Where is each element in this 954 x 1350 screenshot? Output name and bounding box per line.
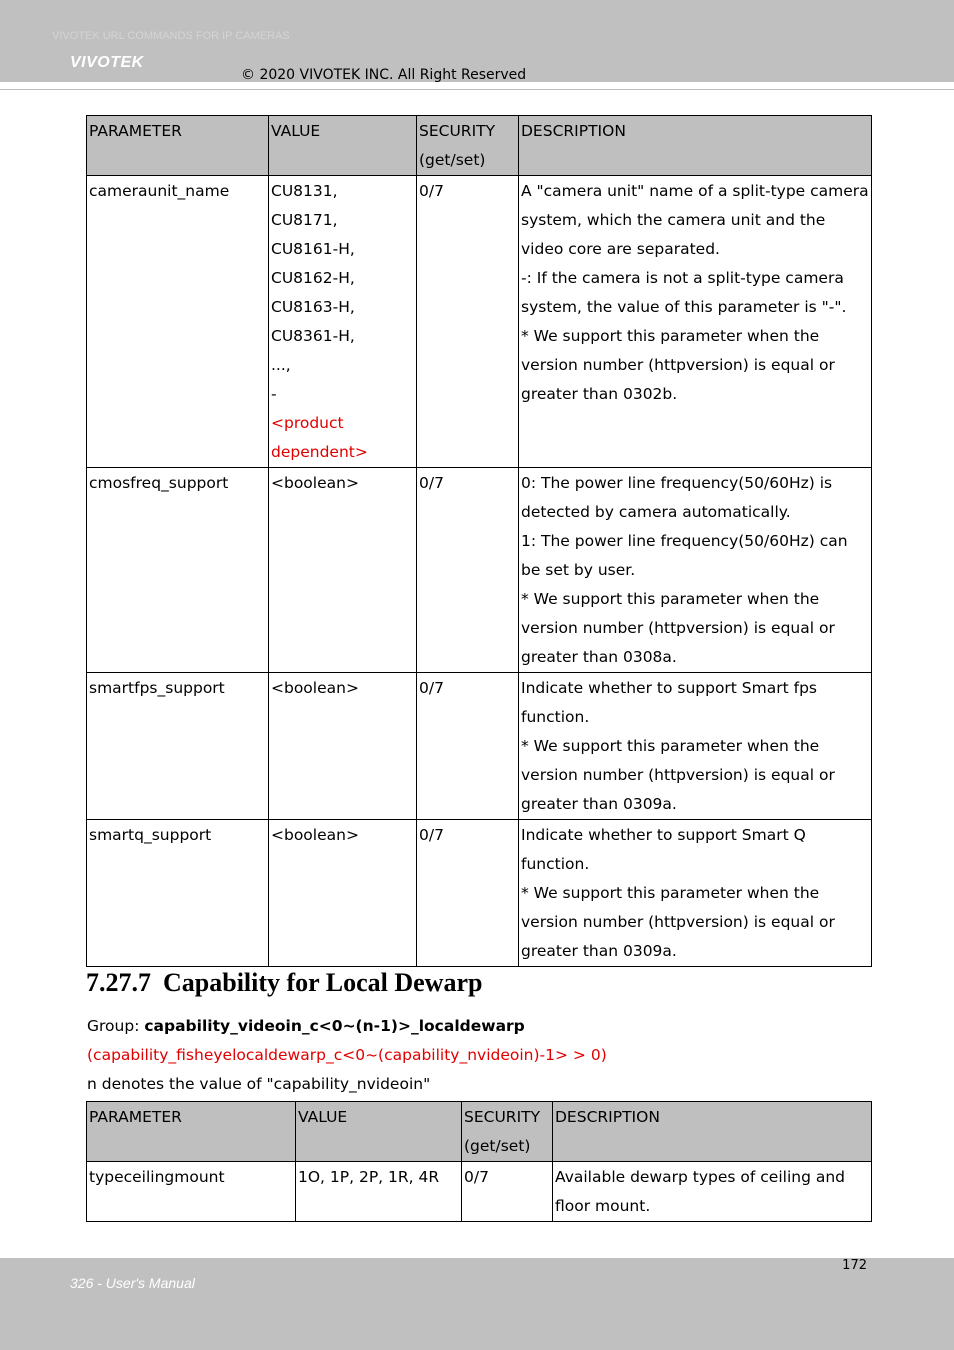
header-security: SECURITY (get/set) bbox=[417, 116, 519, 176]
description-line: version number (httpversion) is equal or bbox=[521, 619, 835, 637]
group-value: capability_videoin_c<0~(n-1)>_localdewarp bbox=[144, 1017, 525, 1035]
security-cell: 0/7 bbox=[417, 468, 519, 673]
description-line: greater than 0308a. bbox=[521, 648, 677, 666]
table-row bbox=[87, 1162, 872, 1222]
section-heading bbox=[86, 968, 482, 998]
security-cell: 0/7 bbox=[417, 176, 519, 468]
description-cell bbox=[553, 1162, 872, 1222]
table-row bbox=[87, 820, 872, 967]
description-line: version number (httpversion) is equal or bbox=[521, 356, 835, 374]
value-line: CU8161-H, bbox=[271, 240, 355, 258]
value-cell: <boolean> bbox=[269, 673, 417, 820]
value-line: CU8361-H, bbox=[271, 327, 355, 345]
description-line: * We support this parameter when the bbox=[521, 590, 820, 608]
value-cell: <boolean> bbox=[269, 820, 417, 967]
page-number: 172 bbox=[842, 1258, 867, 1273]
description-line: version number (httpversion) is equal or bbox=[521, 766, 835, 784]
table-row bbox=[87, 176, 872, 468]
value-line: CU8171, bbox=[271, 211, 338, 229]
parameter-name: cameraunit_name bbox=[87, 176, 269, 468]
description-line: Available dewarp types of ceiling and bbox=[555, 1168, 845, 1186]
description-line: function. bbox=[521, 708, 590, 726]
description-line: Indicate whether to support Smart Q bbox=[521, 826, 806, 844]
localdewarp-table bbox=[86, 1101, 872, 1222]
description-line: A "camera unit" name of a split-type camera bbox=[521, 182, 869, 200]
description-line: 1: The power line frequency(50/60Hz) can bbox=[521, 532, 848, 550]
header-parameter: PARAMETER bbox=[87, 116, 269, 176]
description-line: system, which the camera unit and the bbox=[521, 211, 826, 229]
group-line bbox=[87, 1017, 525, 1035]
header-divider bbox=[0, 89, 954, 90]
description-line: floor mount. bbox=[555, 1197, 651, 1215]
description-line: video core are separated. bbox=[521, 240, 720, 258]
table-header-row bbox=[87, 1102, 872, 1162]
description-line: version number (httpversion) is equal or bbox=[521, 913, 835, 931]
group-label: Group: bbox=[87, 1017, 145, 1035]
header-description: DESCRIPTION bbox=[519, 116, 872, 176]
table-row bbox=[87, 468, 872, 673]
value-line: CU8162-H, bbox=[271, 269, 355, 287]
header-band bbox=[0, 0, 954, 82]
description-line: * We support this parameter when the bbox=[521, 327, 820, 345]
manual-label: 326 - User's Manual bbox=[70, 1275, 195, 1291]
security-cell: 0/7 bbox=[417, 673, 519, 820]
product-dependent-note: <product bbox=[271, 414, 344, 432]
value-cell: 1O, 1P, 2P, 1R, 4R bbox=[296, 1162, 462, 1222]
header-subtitle: VIVOTEK URL COMMANDS FOR IP CAMERAS bbox=[52, 30, 290, 42]
security-cell: 0/7 bbox=[417, 820, 519, 967]
group-condition: (capability_fisheyelocaldewarp_c<0~(capability_nvideoin)-1> > 0) bbox=[87, 1046, 607, 1064]
description-line: greater than 0309a. bbox=[521, 795, 677, 813]
parameter-name: cmosfreq_support bbox=[87, 468, 269, 673]
table-header-row bbox=[87, 116, 872, 176]
description-line: function. bbox=[521, 855, 590, 873]
description-line: greater than 0302b. bbox=[521, 385, 678, 403]
value-line: - bbox=[271, 385, 277, 403]
header-security: SECURITY (get/set) bbox=[462, 1102, 553, 1162]
product-dependent-note: dependent> bbox=[271, 443, 368, 461]
parameter-table bbox=[86, 115, 872, 967]
description-line: system, the value of this parameter is "-". bbox=[521, 298, 847, 316]
description-line: * We support this parameter when the bbox=[521, 737, 820, 755]
parameter-name: smartfps_support bbox=[87, 673, 269, 820]
description-line: detected by camera automatically. bbox=[521, 503, 791, 521]
description-cell bbox=[519, 176, 872, 468]
header-value: VALUE bbox=[269, 116, 417, 176]
group-note: n denotes the value of "capability_nvideoin" bbox=[87, 1075, 431, 1093]
description-cell bbox=[519, 820, 872, 967]
footer-band bbox=[0, 1258, 954, 1350]
description-line: greater than 0309a. bbox=[521, 942, 677, 960]
header-parameter: PARAMETER bbox=[87, 1102, 296, 1162]
table-row bbox=[87, 673, 872, 820]
description-line: be set by user. bbox=[521, 561, 636, 579]
section-number: 7.27.7 bbox=[86, 968, 151, 997]
value-line: CU8163-H, bbox=[271, 298, 355, 316]
header-value: VALUE bbox=[296, 1102, 462, 1162]
value-line: CU8131, bbox=[271, 182, 338, 200]
section-title: Capability for Local Dewarp bbox=[163, 968, 483, 997]
description-line: 0: The power line frequency(50/60Hz) is bbox=[521, 474, 833, 492]
copyright: © 2020 VIVOTEK INC. All Right Reserved bbox=[241, 67, 527, 83]
value-cell: <boolean> bbox=[269, 468, 417, 673]
description-line: Indicate whether to support Smart fps bbox=[521, 679, 817, 697]
description-cell bbox=[519, 673, 872, 820]
security-cell: 0/7 bbox=[462, 1162, 553, 1222]
description-line: * We support this parameter when the bbox=[521, 884, 820, 902]
description-line: -: If the camera is not a split-type camera bbox=[521, 269, 844, 287]
header-description: DESCRIPTION bbox=[553, 1102, 872, 1162]
parameter-name: typeceilingmount bbox=[87, 1162, 296, 1222]
description-cell bbox=[519, 468, 872, 673]
value-cell bbox=[269, 176, 417, 468]
value-line: ..., bbox=[271, 356, 291, 374]
brand-logo: VIVOTEK bbox=[70, 54, 144, 71]
parameter-name: smartq_support bbox=[87, 820, 269, 967]
